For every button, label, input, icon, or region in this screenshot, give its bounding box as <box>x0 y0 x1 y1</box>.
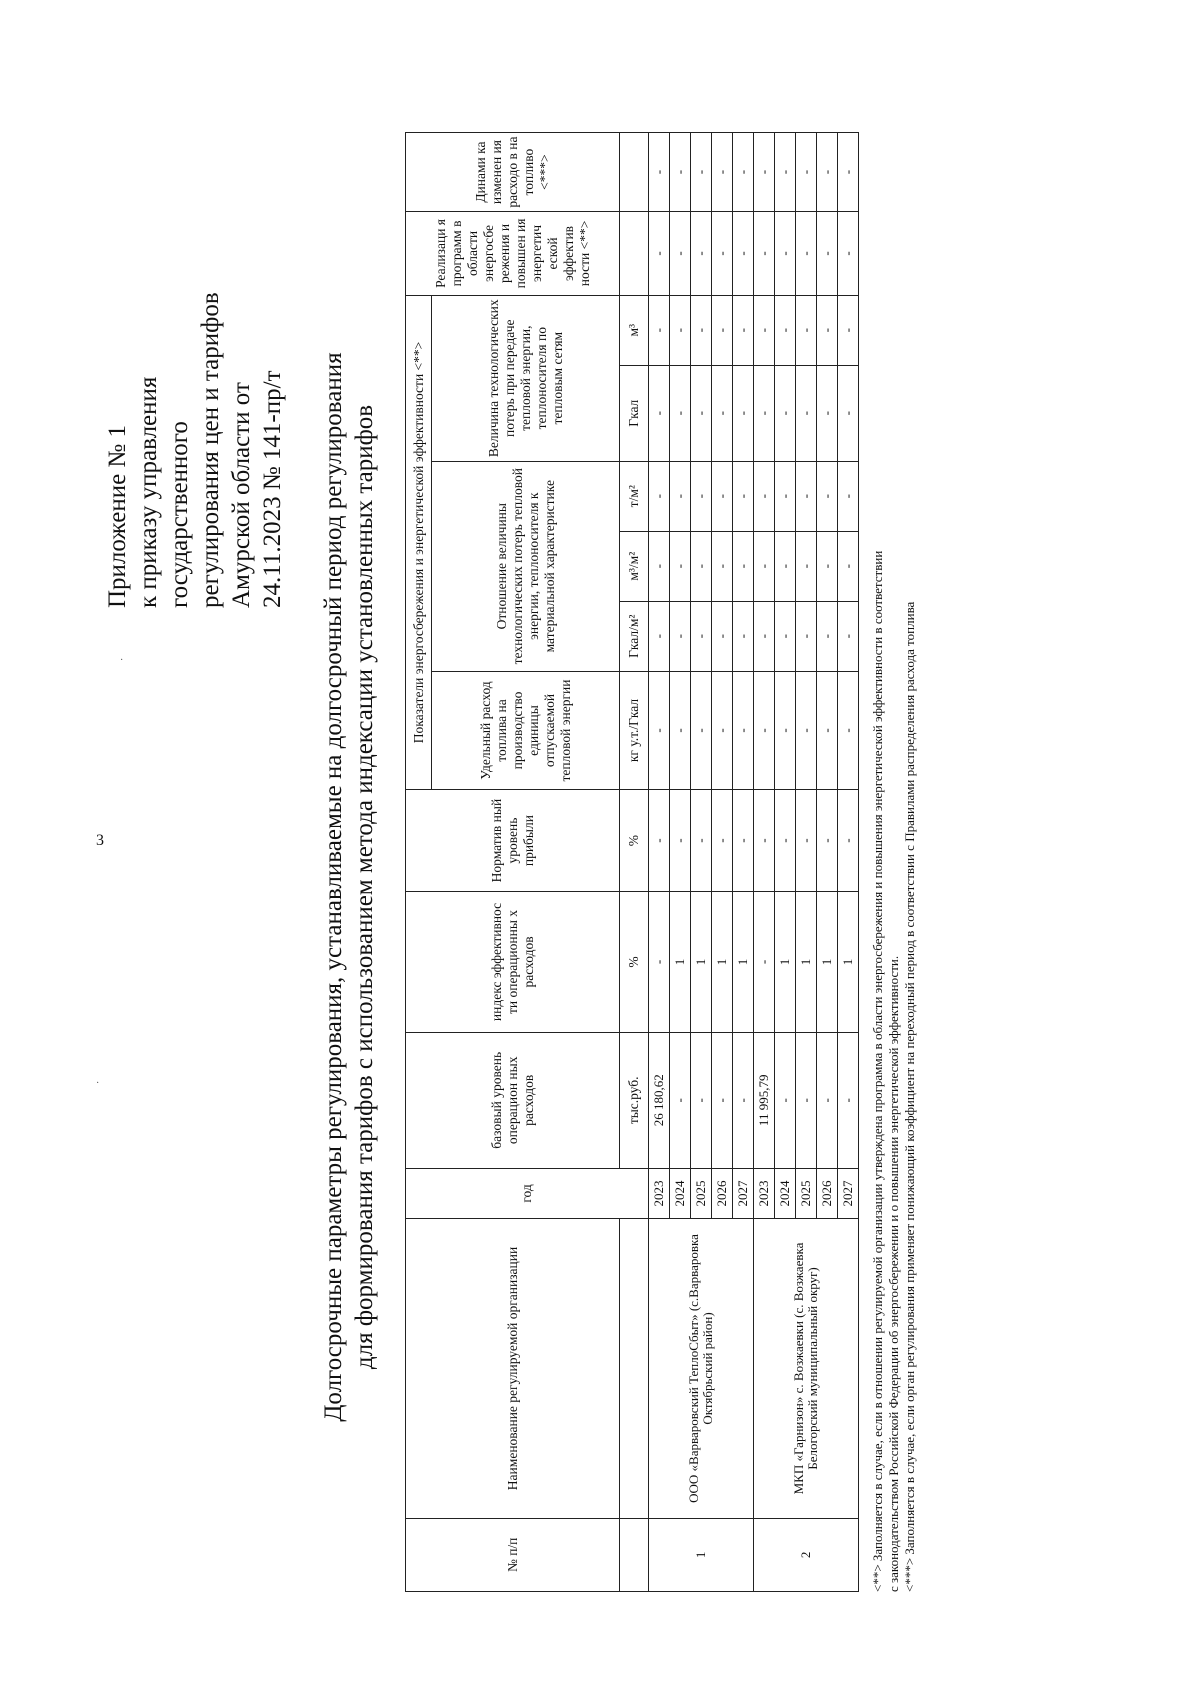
unit-loss-gcal: Гкал <box>620 365 649 461</box>
cell-loss-m3: - <box>817 295 838 365</box>
unit-loss-m3: м³ <box>620 295 649 365</box>
scan-speck: · <box>120 655 124 666</box>
cell-ratio-t: - <box>733 461 754 531</box>
cell-base: - <box>838 1033 859 1169</box>
footnote-line: <***> Заполняется в случае, если орган регулирования применяет понижающий коэффициент на переходный период в соответствии с Правилами распределения расхода топлива <box>902 601 917 1592</box>
cell-ratio-gcal: - <box>691 601 712 671</box>
cell-eff: 1 <box>817 891 838 1032</box>
cell-loss-m3: - <box>649 295 670 365</box>
cell-base: - <box>712 1033 733 1169</box>
header-org: Наименование регулируемой организации <box>406 1219 620 1518</box>
cell-fuel: - <box>670 671 691 790</box>
appendix-line: государственного <box>166 421 193 608</box>
cell-dynamics: - <box>691 133 712 212</box>
header-energy-group: Показатели энергосбережения и энергетической эффективности <**> <box>406 295 432 790</box>
cell-eff: 1 <box>670 891 691 1032</box>
cell-year: 2026 <box>712 1168 733 1219</box>
cell-fuel: - <box>691 671 712 790</box>
header-loss-ratio: Отношение величины технологических потерь тепловой энергии, теплоносителя к материальной характеристике <box>432 461 620 671</box>
unit-normative-profit: % <box>620 790 649 892</box>
cell-ratio-t: - <box>817 461 838 531</box>
cell-loss-m3: - <box>775 295 796 365</box>
cell-ratio-m3: - <box>796 531 817 601</box>
cell-program: - <box>817 212 838 296</box>
org-name: МКП «Гарнизон» с. Возжаевки (с. Возжаевка Белогорский муниципальный округ) <box>754 1219 859 1518</box>
cell-eff: 1 <box>838 891 859 1032</box>
org-name: ООО «Варваровский ТеплоСбыт» (с.Варваровка Октябрьский район) <box>649 1219 754 1518</box>
cell-eff: 1 <box>775 891 796 1032</box>
cell-base: - <box>796 1033 817 1169</box>
cell-profit: - <box>754 790 775 892</box>
cell-dynamics: - <box>817 133 838 212</box>
unit-fuel-rate: кг у.т./Гкал <box>620 671 649 790</box>
title-line-1: Долгосрочные параметры регулирования, устанавливаемые на долгосрочный период регулирования <box>320 352 347 1422</box>
unit-ratio-t: т/м² <box>620 461 649 531</box>
header-year: год <box>406 1168 649 1219</box>
cell-fuel: - <box>712 671 733 790</box>
cell-ratio-t: - <box>838 461 859 531</box>
document-title <box>318 252 380 1522</box>
cell-ratio-gcal: - <box>754 601 775 671</box>
unit-efficiency-index: % <box>620 891 649 1032</box>
cell-loss-gcal: - <box>712 365 733 461</box>
cell-ratio-gcal: - <box>712 601 733 671</box>
cell-loss-gcal: - <box>754 365 775 461</box>
unit-empty <box>620 212 649 296</box>
cell-program: - <box>712 212 733 296</box>
cell-eff: - <box>649 891 670 1032</box>
header-fuel-dynamics: Динами ка изменен ия расходо в на топливо <***> <box>406 133 620 212</box>
cell-loss-gcal: - <box>775 365 796 461</box>
cell-eff: 1 <box>733 891 754 1032</box>
header-program: Реализаци я программ в области энергосбе режения и повышен ия энергетич еской эффектив ности <**> <box>406 212 620 296</box>
cell-ratio-t: - <box>754 461 775 531</box>
cell-dynamics: - <box>649 133 670 212</box>
header-normative-profit: Норматив ный уровень прибыли <box>406 790 620 892</box>
footnote-line: <**> Заполняется в случае, если в отношении регулируемой организации утверждена программа в области энергосбережения и повышения энергетической эффективности в соответствии <box>870 550 885 1592</box>
title-line-2: для формирования тарифов с использованием метода индексации установленных тарифов <box>351 404 378 1370</box>
cell-program: - <box>754 212 775 296</box>
cell-ratio-gcal: - <box>670 601 691 671</box>
footnote-line: с законодательством Российской Федерации об энергосбережении и о повышении энергетической эффективности. <box>886 955 901 1592</box>
cell-year: 2025 <box>796 1168 817 1219</box>
appendix-line: к приказу управления <box>135 376 162 608</box>
cell-ratio-t: - <box>775 461 796 531</box>
cell-dynamics: - <box>712 133 733 212</box>
cell-ratio-m3: - <box>712 531 733 601</box>
cell-profit: - <box>733 790 754 892</box>
appendix-block <box>102 88 288 608</box>
cell-base: - <box>733 1033 754 1169</box>
cell-loss-m3: - <box>712 295 733 365</box>
parameters-table <box>405 132 859 1592</box>
cell-fuel: - <box>754 671 775 790</box>
cell-profit: - <box>712 790 733 892</box>
unit-empty <box>620 1518 649 1591</box>
cell-eff: - <box>754 891 775 1032</box>
cell-profit: - <box>775 790 796 892</box>
cell-dynamics: - <box>838 133 859 212</box>
cell-fuel: - <box>775 671 796 790</box>
cell-program: - <box>649 212 670 296</box>
cell-program: - <box>670 212 691 296</box>
cell-year: 2024 <box>775 1168 796 1219</box>
cell-fuel: - <box>817 671 838 790</box>
cell-ratio-t: - <box>712 461 733 531</box>
cell-ratio-m3: - <box>733 531 754 601</box>
cell-profit: - <box>817 790 838 892</box>
cell-eff: 1 <box>796 891 817 1032</box>
header-efficiency-index: индекс эффективнос ти операционны х расходов <box>406 891 620 1032</box>
cell-profit: - <box>670 790 691 892</box>
cell-base: - <box>817 1033 838 1169</box>
cell-base: - <box>691 1033 712 1169</box>
table-row <box>754 133 775 1592</box>
cell-ratio-m3: - <box>817 531 838 601</box>
header-loss-value: Величина технологических потерь при передаче тепловой энергии, теплоносителя по тепловым сетям <box>432 295 620 461</box>
cell-base: 26 180,62 <box>649 1033 670 1169</box>
cell-loss-m3: - <box>838 295 859 365</box>
cell-base: - <box>670 1033 691 1169</box>
cell-base: - <box>775 1033 796 1169</box>
cell-ratio-m3: - <box>670 531 691 601</box>
cell-ratio-m3: - <box>838 531 859 601</box>
page-number: 3 <box>96 832 104 849</box>
cell-fuel: - <box>796 671 817 790</box>
cell-loss-gcal: - <box>649 365 670 461</box>
cell-loss-m3: - <box>670 295 691 365</box>
cell-ratio-gcal: - <box>796 601 817 671</box>
cell-loss-m3: - <box>754 295 775 365</box>
cell-ratio-m3: - <box>649 531 670 601</box>
cell-ratio-t: - <box>796 461 817 531</box>
cell-ratio-t: - <box>649 461 670 531</box>
cell-eff: 1 <box>712 891 733 1032</box>
cell-ratio-gcal: - <box>817 601 838 671</box>
cell-profit: - <box>691 790 712 892</box>
unit-ratio-m3: м³/м² <box>620 531 649 601</box>
cell-ratio-m3: - <box>691 531 712 601</box>
unit-empty <box>620 133 649 212</box>
unit-base-level: тыс.руб. <box>620 1033 649 1169</box>
cell-ratio-gcal: - <box>649 601 670 671</box>
cell-ratio-t: - <box>691 461 712 531</box>
footnotes <box>870 112 918 1592</box>
cell-fuel: - <box>649 671 670 790</box>
cell-loss-m3: - <box>796 295 817 365</box>
org-number: 2 <box>754 1518 859 1591</box>
cell-dynamics: - <box>754 133 775 212</box>
appendix-line: регулирования цен и тарифов <box>197 292 224 608</box>
cell-program: - <box>775 212 796 296</box>
table-row <box>649 133 670 1592</box>
cell-ratio-gcal: - <box>775 601 796 671</box>
cell-ratio-m3: - <box>775 531 796 601</box>
cell-year: 2024 <box>670 1168 691 1219</box>
header-base-level: базовый уровень операцион ных расходов <box>406 1033 620 1169</box>
appendix-line: Амурской области от <box>228 382 255 608</box>
cell-ratio-t: - <box>670 461 691 531</box>
cell-ratio-gcal: - <box>838 601 859 671</box>
cell-loss-gcal: - <box>670 365 691 461</box>
cell-loss-gcal: - <box>838 365 859 461</box>
unit-ratio-gcal: Гкал/м² <box>620 601 649 671</box>
cell-profit: - <box>796 790 817 892</box>
cell-year: 2027 <box>838 1168 859 1219</box>
header-fuel-rate: Удельный расход топлива на производство единицы отпускаемой тепловой энергии <box>432 671 620 790</box>
cell-ratio-m3: - <box>754 531 775 601</box>
cell-loss-gcal: - <box>796 365 817 461</box>
cell-year: 2027 <box>733 1168 754 1219</box>
org-number: 1 <box>649 1518 754 1591</box>
scan-speck: · <box>96 1078 100 1089</box>
unit-empty <box>620 1219 649 1518</box>
cell-loss-gcal: - <box>817 365 838 461</box>
appendix-line: Приложение № 1 <box>104 424 131 608</box>
cell-fuel: - <box>838 671 859 790</box>
header-num: № п/п <box>406 1518 620 1591</box>
cell-eff: 1 <box>691 891 712 1032</box>
cell-program: - <box>733 212 754 296</box>
cell-year: 2023 <box>754 1168 775 1219</box>
cell-dynamics: - <box>733 133 754 212</box>
cell-dynamics: - <box>775 133 796 212</box>
cell-dynamics: - <box>796 133 817 212</box>
cell-dynamics: - <box>670 133 691 212</box>
cell-year: 2026 <box>817 1168 838 1219</box>
cell-program: - <box>691 212 712 296</box>
cell-fuel: - <box>733 671 754 790</box>
cell-loss-m3: - <box>691 295 712 365</box>
cell-profit: - <box>838 790 859 892</box>
cell-loss-gcal: - <box>733 365 754 461</box>
appendix-line: 24.11.2023 № 141-пр/т <box>259 370 286 608</box>
cell-year: 2023 <box>649 1168 670 1219</box>
cell-base: 11 995,79 <box>754 1033 775 1169</box>
cell-loss-m3: - <box>733 295 754 365</box>
cell-year: 2025 <box>691 1168 712 1219</box>
cell-loss-gcal: - <box>691 365 712 461</box>
cell-profit: - <box>649 790 670 892</box>
cell-program: - <box>838 212 859 296</box>
cell-program: - <box>796 212 817 296</box>
cell-ratio-gcal: - <box>733 601 754 671</box>
